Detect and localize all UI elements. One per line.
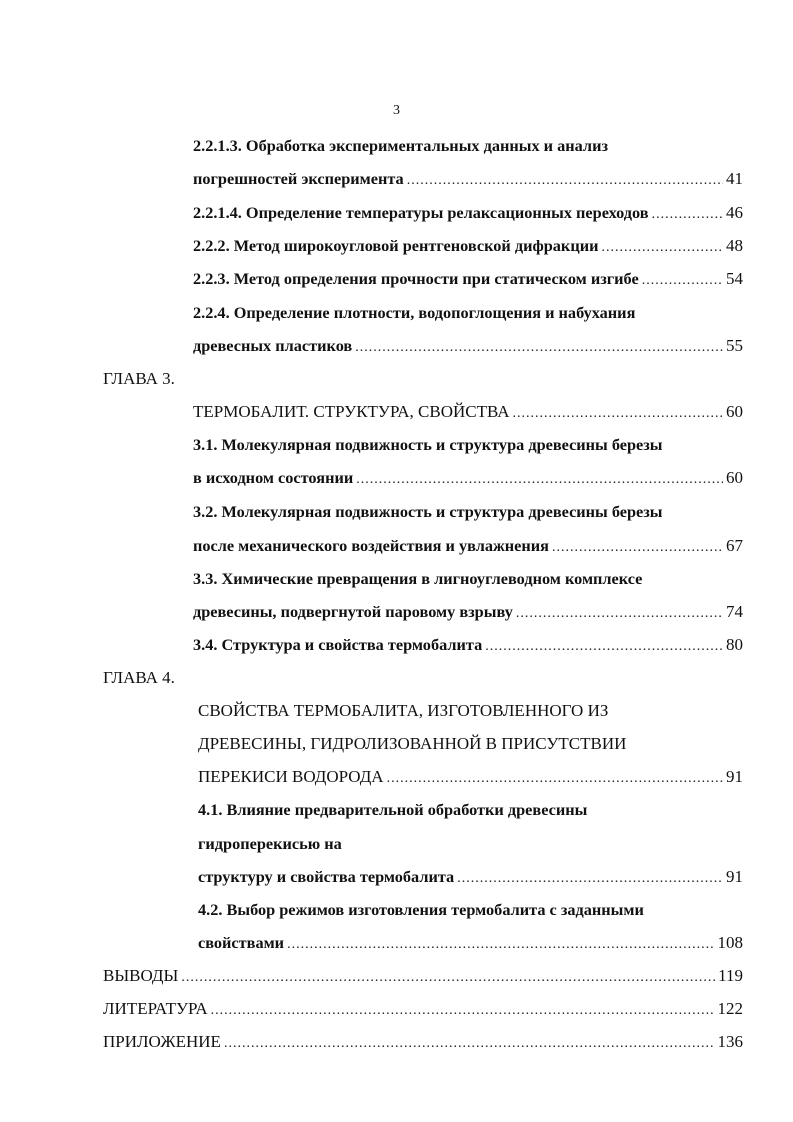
toc-entry-label: 3.1. Молекулярная подвижность и структура древесины березы [193,435,663,454]
toc-entry [193,433,743,457]
toc-leader-dots [355,336,723,358]
toc-page-number: 80 [726,635,743,654]
toc-entry [103,964,743,988]
toc-page-number: 67 [726,536,743,555]
page-number: 3 [393,103,400,118]
toc-entry-label: ДРЕВЕСИНЫ, ГИДРОЛИЗОВАННОЙ В ПРИСУТСТВИИ [198,734,627,753]
toc-entry [193,567,743,591]
toc-page-number: 119 [718,966,743,985]
toc-entry-label: 2.2.2. Метод широкоугловой рентгеновской дифракции [193,236,599,255]
toc-entry [193,600,743,624]
toc-entry-label: древесных пластиков [193,336,353,355]
toc-entry-label: 2.2.1.4. Определение температуры релаксационных переходов [193,203,649,222]
toc-entry [193,500,743,524]
toc-page-number: 41 [726,169,743,188]
toc-entry-label: свойствами [198,933,285,952]
toc-entry [198,765,743,789]
toc-page-number: 108 [717,933,743,952]
chapter-label: ГЛАВА 4. [103,668,175,687]
toc-entry [193,134,743,158]
toc-leader-dots [642,269,723,291]
toc-entry-label: 2.2.1.3. Обработка экспериментальных данных и анализ [193,136,608,155]
toc-entry [198,798,743,822]
toc-entry [198,898,743,922]
toc-entry-label: ПЕРЕКИСИ ВОДОРОДА [198,767,384,786]
toc-entry [193,400,743,424]
toc-entry-label: 2.2.3. Метод определения прочности при статическом изгибе [193,269,639,288]
toc-page-number: 122 [717,999,743,1018]
toc-entry [198,732,743,756]
toc-leader-dots [387,767,723,789]
toc-page-number: 48 [726,236,743,255]
toc-entry-label: ПРИЛОЖЕНИЕ [103,1032,221,1051]
toc-entry-label: 3.3. Химические превращения в лигноуглеводном комплексе [193,569,643,588]
toc-leader-dots [516,602,723,624]
toc-entry-label: после механического воздействия и увлажнения [193,536,549,555]
toc-leader-dots [224,1032,715,1054]
toc-entry-label: 4.2. Выбор режимов изготовления термобалита с заданными [198,900,644,919]
toc-page-number: 55 [726,336,743,355]
toc-leader-dots [552,536,723,558]
toc-leader-dots [513,402,723,424]
toc-leader-dots [181,966,715,988]
toc-entry [193,534,743,558]
toc-leader-dots [211,999,715,1021]
toc-page-number: 60 [726,402,743,421]
toc-leader-dots [287,933,714,955]
toc-entry [198,931,743,955]
toc-entry-label: ТЕРМОБАЛИТ. СТРУКТУРА, СВОЙСТВА [193,402,510,421]
toc-entry-label: 4.1. Влияние предварительной обработки древесины [198,800,588,819]
toc-entry [193,466,743,490]
toc-entry [193,167,743,191]
toc-entry-label: 2.2.4. Определение плотности, водопоглощения и набухания [193,303,636,322]
toc-entry [198,832,743,856]
toc-entry [193,267,743,291]
chapter-label: ГЛАВА 3. [103,369,175,388]
toc-entry-label: 3.2. Молекулярная подвижность и структура древесины березы [193,502,663,521]
toc-entry [193,633,743,657]
chapter-heading [103,367,743,391]
toc-entry-label: в исходном состоянии [193,468,354,487]
toc-entry [193,201,743,225]
toc-leader-dots [407,169,723,191]
toc-entry [198,865,743,889]
toc-page-number: 91 [726,867,743,886]
toc-page-number: 60 [726,468,743,487]
toc-entry [193,301,743,325]
toc-entry-label: древесины, подвергнутой паровому взрыву [193,602,513,621]
toc-entry-label: структуру и свойства термобалита [198,867,455,886]
toc-leader-dots [601,236,723,258]
toc-entry-label: 3.4. Структура и свойства термобалита [193,635,483,654]
toc-entry [103,997,743,1021]
toc-entry-label: гидроперекисью на [198,834,342,853]
toc-entry [193,234,743,258]
toc-entry-label: СВОЙСТВА ТЕРМОБАЛИТА, ИЗГОТОВЛЕННОГО ИЗ [198,701,609,720]
toc-page-number: 74 [726,602,743,621]
toc-entry-label: ВЫВОДЫ [103,966,179,985]
toc-entry [198,699,743,723]
toc-entry [193,334,743,358]
toc-page-number: 136 [717,1032,743,1051]
toc-leader-dots [356,468,723,490]
toc-leader-dots [652,203,723,225]
toc-page-number: 91 [726,767,743,786]
toc-page-number: 46 [726,203,743,222]
toc-leader-dots [485,635,723,657]
chapter-heading [103,666,743,690]
toc-page-number: 54 [726,269,743,288]
toc-leader-dots [457,867,723,889]
toc-entry-label: ЛИТЕРАТУРА [103,999,208,1018]
toc-entry [103,1030,743,1054]
toc-entry-label: погрешностей эксперимента [193,169,404,188]
